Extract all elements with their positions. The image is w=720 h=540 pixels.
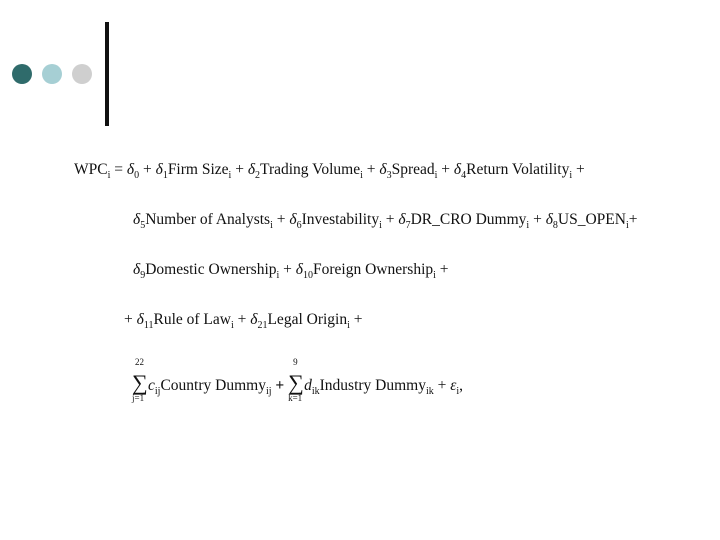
delta-subscript: 5 xyxy=(140,220,146,231)
sum-1-upper-limit: 22 xyxy=(135,357,144,367)
sum-2-coef-sub: ik xyxy=(311,386,320,397)
vertical-divider-bar xyxy=(105,22,109,126)
delta-coefficient: δ xyxy=(133,211,141,228)
sum-1-coef-sub: ij xyxy=(154,386,161,397)
sum-2-variable: Industry Dummy xyxy=(319,377,426,394)
variable-name: Number of Analysts xyxy=(145,211,271,228)
sum-1-coef: c xyxy=(148,377,155,394)
delta-subscript: 3 xyxy=(386,170,392,181)
variable-subscript: i xyxy=(270,220,273,231)
delta-subscript: 7 xyxy=(405,220,411,231)
delta-subscript: 0 xyxy=(134,170,140,181)
lhs: WPC xyxy=(74,161,108,178)
delta-subscript: 6 xyxy=(296,220,302,231)
line-4-terms xyxy=(136,311,350,331)
line-end-comma: , xyxy=(459,377,464,394)
dot-light-teal xyxy=(42,64,62,84)
delta-subscript: 11 xyxy=(143,320,154,331)
plus-operator: + xyxy=(272,211,290,228)
error-subscript: i xyxy=(456,386,460,397)
variable-subscript: i xyxy=(360,170,363,181)
variable-subscript: i xyxy=(569,170,573,181)
line-2-terms xyxy=(133,211,629,231)
variable-name: Foreign Ownership xyxy=(313,261,434,278)
sum-1-lower-limit: j=1 xyxy=(132,393,145,403)
delta-coefficient: δ xyxy=(289,211,297,228)
plus-operator: + xyxy=(529,211,546,228)
variable-name: Trading Volume xyxy=(260,161,361,178)
variable-subscript: i xyxy=(230,320,234,331)
variable-subscript: i xyxy=(434,170,438,181)
plus-operator: + xyxy=(437,161,454,178)
equation-line-3 xyxy=(133,262,449,281)
variable-name: Investability xyxy=(301,211,380,228)
delta-coefficient: δ xyxy=(126,161,135,178)
equation-line-5 xyxy=(132,357,464,403)
variable-name: Rule of Law xyxy=(153,311,231,328)
sum-1-variable: Country Dummy xyxy=(160,377,266,394)
delta-coefficient: δ xyxy=(545,211,553,228)
delta-coefficient: δ xyxy=(136,311,144,328)
sum-2-upper-limit: 9 xyxy=(293,357,298,367)
equation-line-1 xyxy=(74,162,585,181)
trailing-plus: + xyxy=(572,161,585,178)
delta-subscript: 10 xyxy=(303,270,314,281)
variable-name: US_OPEN xyxy=(557,211,626,228)
variable-name: Spread xyxy=(391,161,435,178)
summation-2 xyxy=(288,357,304,403)
trailing-plus: + xyxy=(435,261,449,278)
lhs-subscript: i xyxy=(107,170,111,181)
plus-operator: + xyxy=(231,161,248,178)
sum-1-symbol: ∑ xyxy=(132,370,148,395)
delta-subscript: 9 xyxy=(140,270,146,281)
variable-subscript: i xyxy=(433,270,436,281)
variable-name: Domestic Ownership xyxy=(145,261,277,278)
delta-coefficient: δ xyxy=(398,211,406,228)
sum-2-lower-limit: k=1 xyxy=(288,393,303,403)
delta-coefficient: δ xyxy=(379,161,387,178)
dot-gray xyxy=(72,64,92,84)
delta-coefficient: δ xyxy=(133,261,141,278)
trailing-plus: + xyxy=(349,311,363,328)
summation-1 xyxy=(132,357,148,403)
leading-plus: + xyxy=(124,311,137,328)
plus-before-error: + xyxy=(433,377,451,394)
variable-subscript: i xyxy=(379,220,382,231)
line-1-terms xyxy=(126,161,573,181)
sum-2-coef: d xyxy=(304,377,312,394)
variable-subscript: i xyxy=(276,270,280,281)
plus-operator: + xyxy=(233,311,251,328)
trailing-plus: + xyxy=(628,211,638,228)
plus-between-sums: + xyxy=(271,377,289,394)
equation-line-2 xyxy=(133,212,638,231)
decorative-dots xyxy=(12,64,92,86)
delta-subscript: 21 xyxy=(257,320,268,331)
equation-line-4 xyxy=(124,312,363,331)
sum-1-var-sub: ij xyxy=(265,386,272,397)
delta-coefficient: δ xyxy=(155,161,163,178)
plus-operator: + xyxy=(381,211,399,228)
delta-coefficient: δ xyxy=(453,161,462,178)
variable-subscript: i xyxy=(347,320,350,331)
dot-dark-teal xyxy=(12,64,32,84)
delta-coefficient: δ xyxy=(250,311,258,328)
variable-name: Return Volatility xyxy=(466,161,570,178)
variable-subscript: i xyxy=(526,220,530,231)
delta-coefficient: δ xyxy=(295,261,304,278)
plus-operator: + xyxy=(362,161,380,178)
plus-operator: + xyxy=(139,161,156,178)
delta-subscript: 2 xyxy=(255,170,261,181)
delta-subscript: 8 xyxy=(552,220,558,231)
line-3-terms xyxy=(133,261,436,281)
variable-name: Legal Origin xyxy=(267,311,348,328)
delta-coefficient: δ xyxy=(247,161,256,178)
plus-operator: + xyxy=(279,261,296,278)
delta-subscript: 4 xyxy=(461,170,467,181)
sum-2-symbol: ∑ xyxy=(288,370,304,395)
error-term: ε xyxy=(450,377,457,394)
variable-name: DR_CRO Dummy xyxy=(410,211,527,228)
variable-subscript: i xyxy=(625,220,629,231)
sum-2-var-sub: ik xyxy=(425,386,434,397)
variable-name: Firm Size xyxy=(167,161,229,178)
equals-sign: = xyxy=(110,161,127,178)
variable-subscript: i xyxy=(228,170,232,181)
delta-subscript: 1 xyxy=(162,170,168,181)
